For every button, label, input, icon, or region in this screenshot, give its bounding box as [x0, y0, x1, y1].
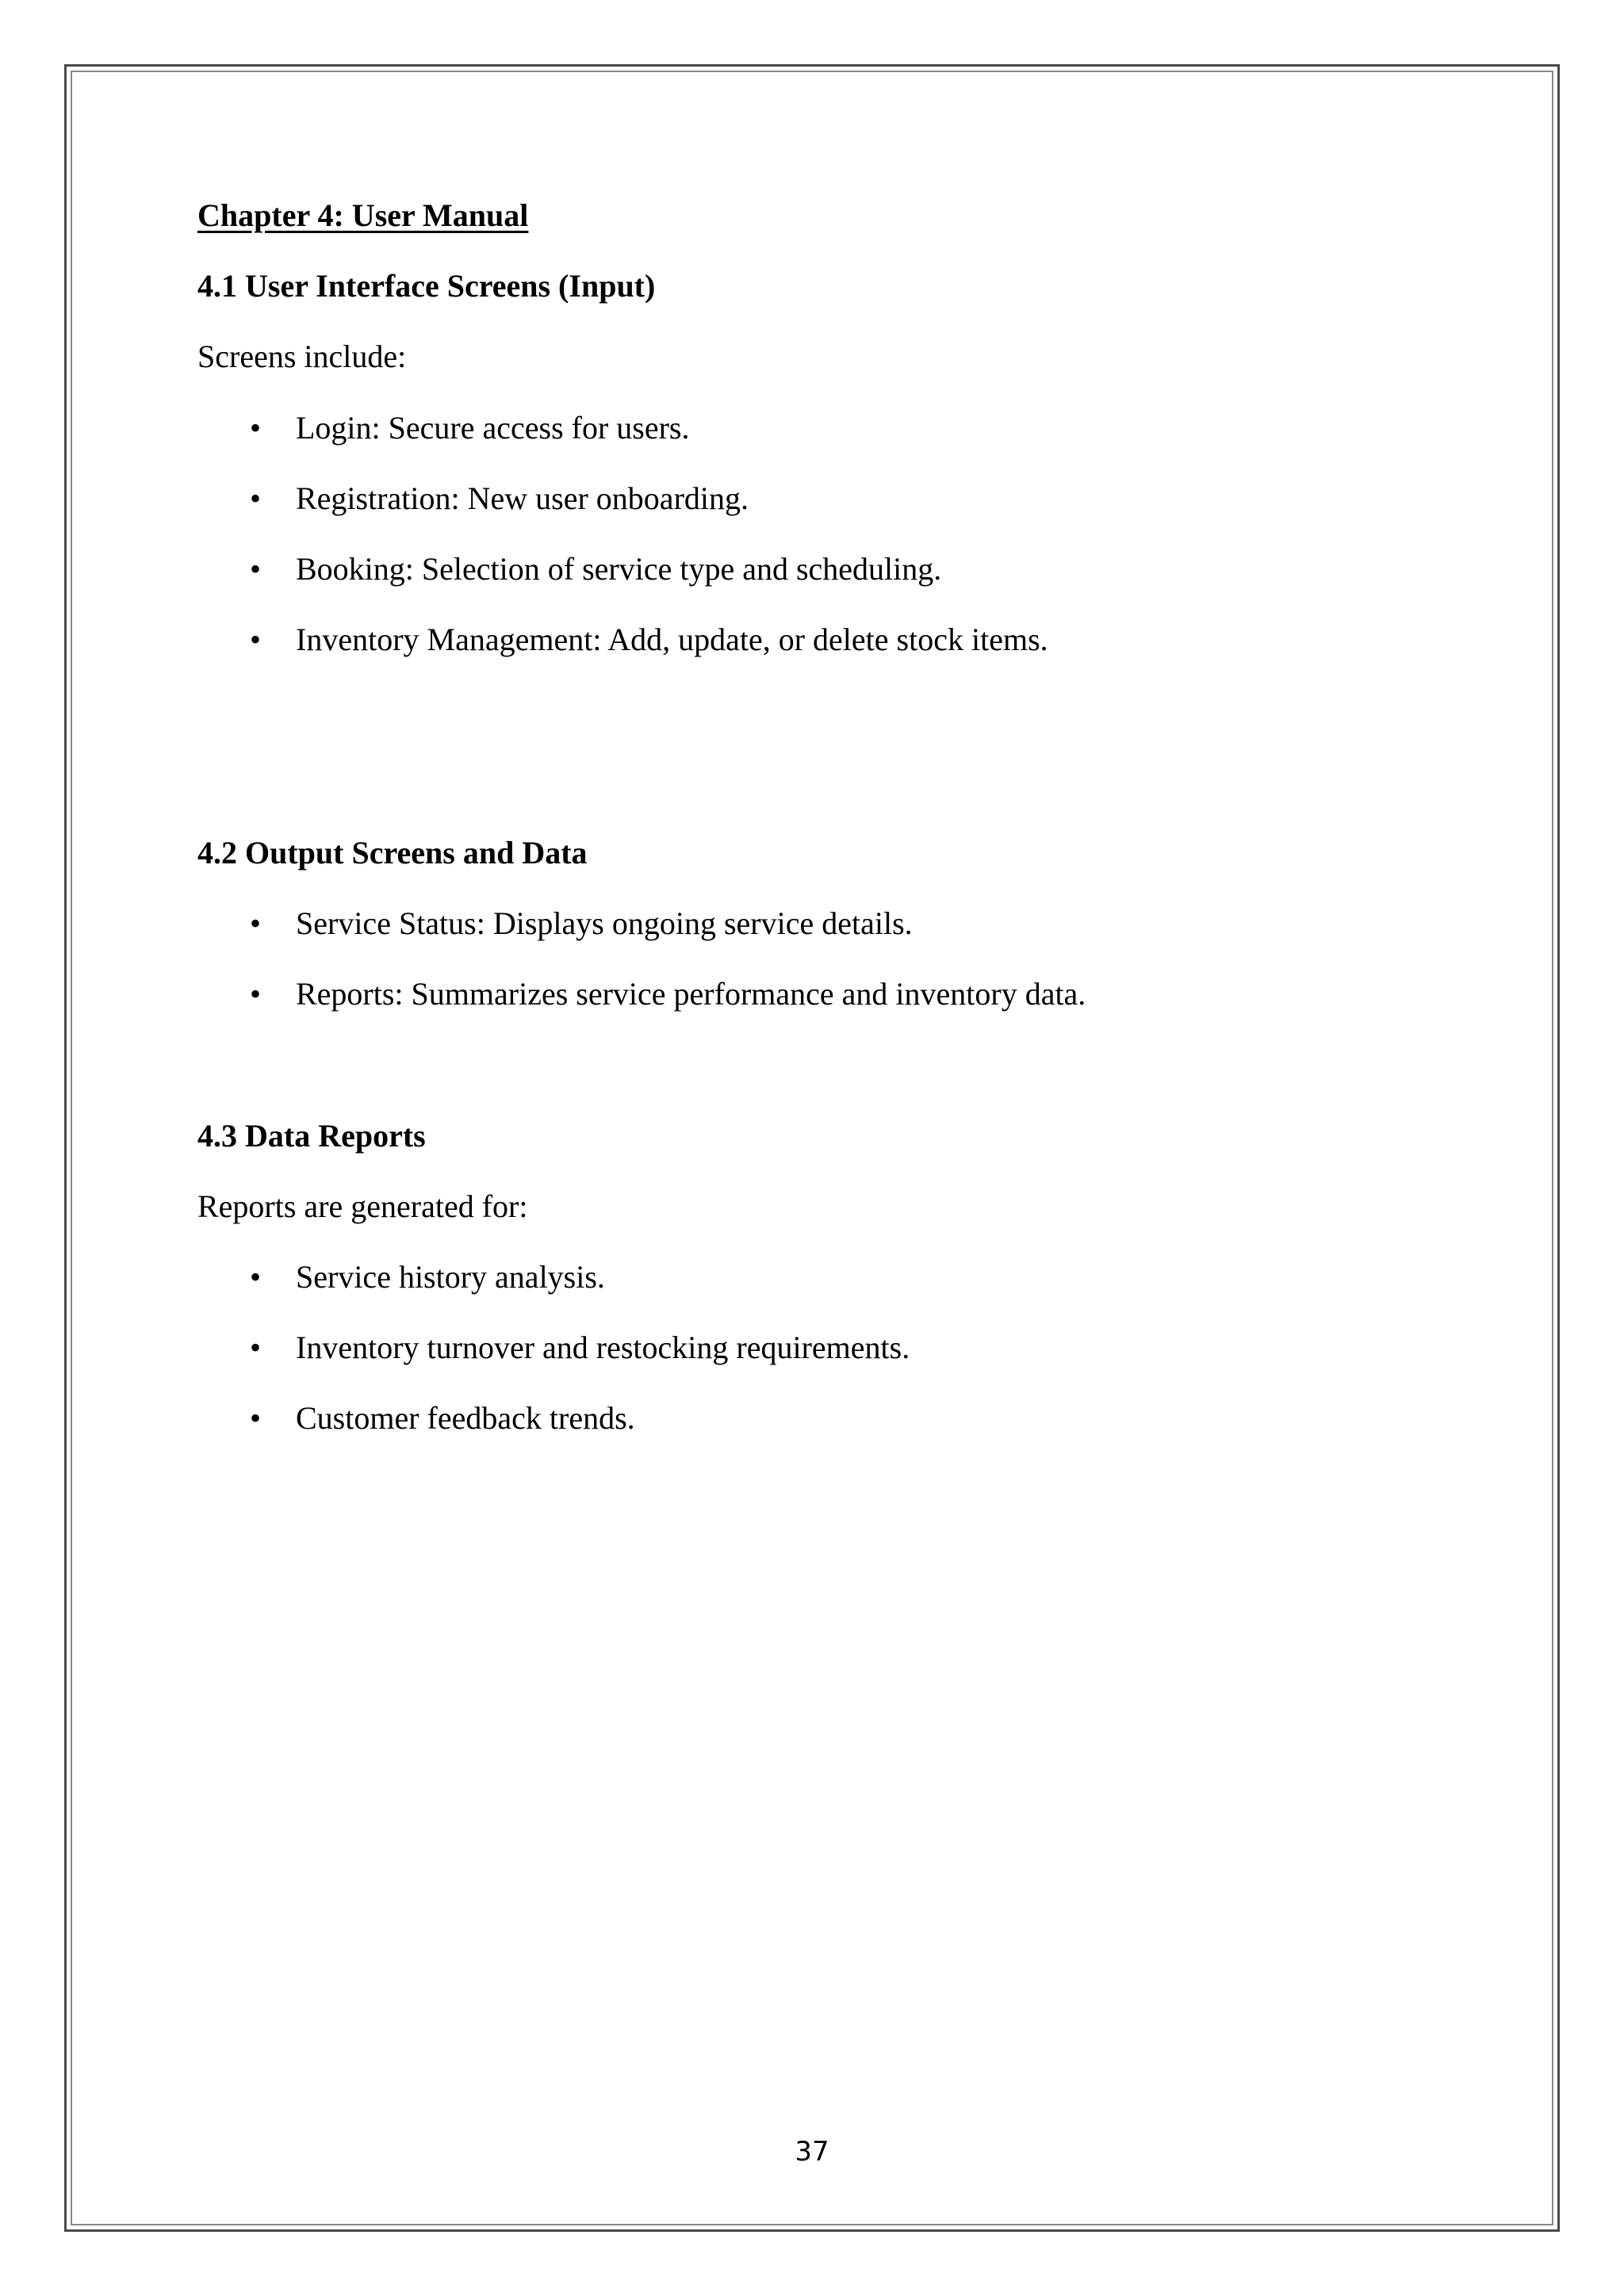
section-4-3-intro: Reports are generated for: — [197, 1188, 528, 1224]
section-4-2-heading: 4.2 Output Screens and Data — [197, 835, 588, 871]
list-item-text: Customer feedback trends. — [296, 1400, 635, 1436]
section-4-1-intro: Screens include: — [197, 339, 407, 374]
chapter-title: Chapter 4: User Manual — [197, 197, 529, 233]
bullet-icon: • — [250, 905, 262, 941]
list-item-text: Registration: New user onboarding. — [296, 480, 749, 516]
bullet-icon: • — [250, 551, 262, 587]
bullet-icon: • — [250, 1259, 262, 1295]
bullet-icon: • — [250, 410, 262, 446]
list-item-text: Service history analysis. — [296, 1259, 605, 1295]
list-item-text: Service Status: Displays ongoing service details. — [296, 905, 913, 941]
bullet-icon: • — [250, 1400, 262, 1436]
list-item-text: Inventory turnover and restocking requirements. — [296, 1330, 910, 1365]
list-item-text: Reports: Summarizes service performance and inventory data. — [296, 976, 1086, 1012]
page-number: 37 — [795, 2136, 829, 2168]
bullet-icon: • — [250, 976, 262, 1012]
section-4-1-heading: 4.1 User Interface Screens (Input) — [197, 268, 656, 304]
list-item-text: Booking: Selection of service type and scheduling. — [296, 551, 942, 587]
list-item-text: Login: Secure access for users. — [296, 410, 690, 446]
section-4-3-heading: 4.3 Data Reports — [197, 1118, 426, 1154]
bullet-icon: • — [250, 480, 262, 516]
list-item-text: Inventory Management: Add, update, or delete stock items. — [296, 622, 1048, 657]
bullet-icon: • — [250, 622, 262, 657]
bullet-icon: • — [250, 1330, 262, 1365]
